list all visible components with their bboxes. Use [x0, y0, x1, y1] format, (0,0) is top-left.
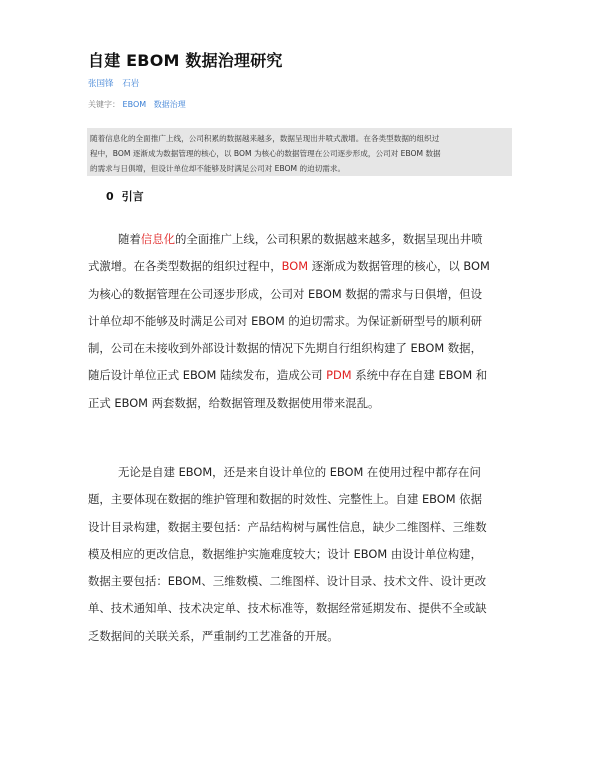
term-link[interactable]: BOM: [281, 259, 309, 274]
body-paragraph: [88, 459, 518, 650]
abstract-line: 随着信息化的全面推广上线，公司积累的数据越来越多，数据呈现出井喷式激增。在各类型数据的组织过: [90, 134, 440, 143]
text-run: 随着: [118, 232, 141, 246]
body-paragraph: [88, 226, 518, 417]
term-link[interactable]: 信息化: [140, 232, 175, 246]
paragraph-line: 无论是自建 EBOM，还是来自设计单位的 EBOM 在使用过程中都存在问: [118, 465, 481, 479]
document-title: 自建 EBOM 数据治理研究: [88, 51, 283, 70]
text-run: 逐渐成为数据管理的核心，以 BOM: [308, 259, 490, 274]
term-link[interactable]: PDM: [326, 368, 352, 383]
section-number: 0: [106, 190, 114, 203]
text-run: 的全面推广上线，公司积累的数据越来越多，数据呈现出井喷: [174, 232, 483, 246]
paragraph-line: 单、技术通知单、技术决定单、技术标准等，数据经常延期发布、提供不全或缺: [88, 601, 487, 616]
paragraph-line: 模及相应的更改信息，数据维护实施难度较大；设计 EBOM 由设计单位构建，: [88, 546, 482, 561]
paragraph-line: 数据主要包括：EBOM、三维数模、二维图样、设计目录、技术文件、设计更改: [88, 574, 487, 589]
paragraph-line: 制，公司在未接收到外部设计数据的情况下先期自行组织构建了 EBOM 数据，: [88, 341, 482, 356]
paragraph-line: [88, 362, 518, 389]
paragraph-line: 乏数据间的关联关系，严重制约工艺准备的开展。: [88, 628, 339, 643]
text-run: 式激增。在各类型数据的组织过程中，: [88, 259, 282, 274]
abstract-box: [87, 128, 512, 176]
section-heading: [106, 188, 144, 204]
author-name[interactable]: 张国锋: [88, 79, 114, 89]
keywords-line: [88, 99, 186, 110]
paragraph-line: 题，主要体现在数据的维护管理和数据的时效性、完整性上。自建 EBOM 依据: [88, 492, 482, 507]
paragraph-line: [88, 226, 518, 253]
abstract-line: 的需求与日俱增，但设计单位却不能够及时满足公司对 EBOM 的迫切需求。: [90, 164, 346, 173]
keywords-label: 关键字：: [88, 100, 120, 109]
paragraph-line: 正式 EBOM 两套数据，给数据管理及数据使用带来混乱。: [88, 395, 380, 410]
author-name[interactable]: 石岩: [122, 79, 140, 89]
paragraph-line: 设计目录构建，数据主要包括：产品结构树与属性信息，缺少二维图样、三维数: [88, 519, 487, 534]
text-run: 随后设计单位正式 EBOM 陆续发布，造成公司: [88, 368, 327, 383]
section-title: 引言: [121, 190, 144, 203]
abstract-line: 程中，BOM 逐渐成为数据管理的核心，以 BOM 为核心的数据管理在公司逐步形成，公司对 EBOM 数据: [90, 149, 441, 158]
paragraph-line: 计单位却不能够及时满足公司对 EBOM 的迫切需求。为保证新研型号的顺利研: [88, 313, 482, 328]
text-run: 系统中存在自建 EBOM 和: [351, 368, 488, 383]
author-list: [88, 77, 139, 89]
paragraph-line: 为核心的数据管理在公司逐步形成，公司对 EBOM 数据的需求与日俱增，但设: [88, 286, 482, 301]
keyword-link[interactable]: 数据治理: [153, 100, 186, 109]
keyword-link[interactable]: EBOM: [122, 100, 147, 109]
paragraph-line: [88, 253, 518, 280]
